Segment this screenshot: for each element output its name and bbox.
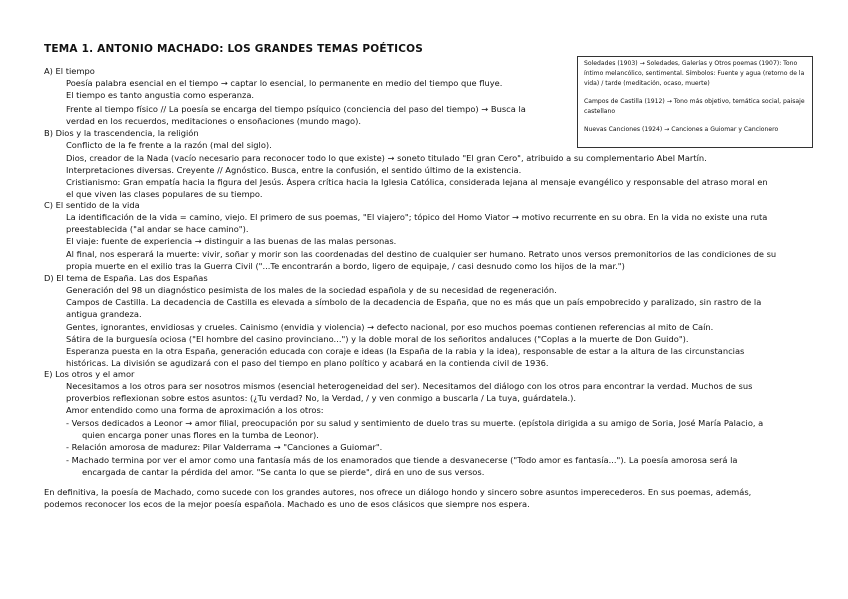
text-line: Generación del 98 un diagnóstico pesimista de los males de la sociedad española y de su necesidad de regeneración. (66, 285, 557, 295)
text-line: históricas. La división se agudizará con el paso del tiempo en plano político y acabará en la contienda civil de 1936. (66, 358, 549, 368)
text-line: Sátira de la burguesía ociosa ("El hombre del casino provinciano...") y la doble moral de los señoritos andaluces ("Coplas a la muerte de Don Guido"). (66, 334, 689, 344)
text-line: Amor entendido como una forma de aproximación a los otros: (66, 405, 324, 415)
text-line: Al final, nos esperará la muerte: vivir, soñar y morir son las coordenadas del destino de cualquier ser humano. Retrato unos versos premonitorios de las condiciones de su (66, 249, 777, 259)
text-line: proverbios reflexionan sobre estos asuntos: (¿Tu verdad? No, la Verdad, / y ven conmigo a buscarla / La tuya, guárdatela.). (66, 393, 577, 403)
box-item-campos-de-castilla: Campos de Castilla (1912) → Tono más objetivo, temática social, paisaje castellano (584, 98, 805, 115)
section-heading-b: B) Dios y la trascendencia, la religión (44, 128, 199, 138)
text-line: antigua grandeza. (66, 309, 142, 319)
list-item: - Versos dedicados a Leonor → amor filial, preocupación por su salud y sentimiento de duelo tras su muerte. (epístola dirigida a su amigo de Soria, José María Palacio, a (66, 418, 764, 428)
text-line: Necesitamos a los otros para ser nosotros mismos (esencial heterogeneidad del ser). Necesitamos del diálogo con los otros para encontrar la verdad. Muchos de sus (66, 381, 753, 391)
text-line: La identificación de la vida = camino, viejo. El primero de sus poemas, "El viajero"; tópico del Homo Viator → motivo recurrente en su obra. En la vida no existe una ruta (66, 212, 768, 222)
list-item: - Relación amorosa de madurez: Pilar Valderrama → "Canciones a Guiomar". (66, 442, 383, 452)
text-line: Interpretaciones diversas. Creyente // Agnóstico. Busca, entre la confusión, el sentido último de la existencia. (66, 165, 522, 175)
box-item-soledades: Soledades (1903) → Soledades, Galerías y Otros poemas (1907): Tono íntimo melancólico, sentimental. Símbolos: Fuente y agua (retorno de la vida) / tarde (meditación, ocaso, muerte) (584, 60, 805, 87)
section-heading-c: C) El sentido de la vida (44, 200, 140, 210)
section-heading-e: E) Los otros y el amor (44, 369, 135, 379)
section-heading-d: D) El tema de España. Las dos Españas (44, 273, 208, 283)
box-item-nuevas-canciones: Nuevas Canciones (1924) → Canciones a Guiomar y Cancionero (584, 126, 779, 133)
text-line: propia muerte en el exilio tras la Guerra Civil ("...Te encontrarán a bordo, ligero de equipaje, / casi desnudo como los hijos de la mar.") (66, 261, 625, 271)
text-line: Conflicto de la fe frente a la razón (mal del siglo). (66, 140, 272, 150)
text-line: preestablecida ("al andar se hace camino"). (66, 224, 249, 234)
text-line: Campos de Castilla. La decadencia de Castilla es elevada a símbolo de la decadencia de España, que no es más que un país empobrecido y paralizado, sin rastro de la (66, 297, 762, 307)
text-line: verdad en los recuerdos, meditaciones o ensoñaciones (mundo mago). (66, 116, 361, 126)
text-line: quien encarga poner unas flores en la tumba de Leonor). (82, 430, 319, 440)
text-line: El viaje: fuente de experiencia → distinguir a las buenas de las malas personas. (66, 236, 397, 246)
text-line: Esperanza puesta en la otra España, generación educada con coraje e ideas (la España de la rabia y la idea), responsable de estar a la altura de las circunstancias (66, 346, 745, 356)
conclusion-line: podemos reconocer los ecos de la mejor poesía española. Machado es uno de esos clásicos que siempre nos espera. (44, 499, 530, 509)
text-line: el que viven las clases populares de su tiempo. (66, 189, 263, 199)
text-line: Poesía palabra esencial en el tiempo → captar lo esencial, lo permanente en medio del tiempo que fluye. (66, 78, 503, 88)
text-line: Frente al tiempo físico // La poesía se encarga del tiempo psíquico (conciencia del paso del tiempo) → Busca la (66, 104, 526, 114)
text-line: Cristianismo: Gran empatía hacia la figura del Jesús. Áspera crítica hacia la Iglesia Católica, considerada lejana al mensaje evangélico y responsable del atraso moral en (66, 177, 768, 187)
text-line: Dios, creador de la Nada (vacío necesario para reconocer todo lo que existe) → soneto titulado "El gran Cero", atribuido a su complementario Abel Martín. (66, 153, 707, 163)
text-line: Gentes, ignorantes, envidiosas y crueles. Cainismo (envidia y violencia) → defecto nacional, por eso muchos poemas contienen referencias al mito de Caín. (66, 322, 714, 332)
page-title: TEMA 1. ANTONIO MACHADO: LOS GRANDES TEMAS POÉTICOS (44, 43, 424, 55)
text-line: encargada de cantar la pérdida del amor. "Se canta lo que se pierde", dirá en uno de sus versos. (82, 467, 485, 477)
text-line: El tiempo es tanto angustia como esperanza. (66, 90, 255, 100)
list-item: - Machado termina por ver el amor como una fantasía más de los enamorados que tiende a desvanecerse ("Todo amor es fantasía..."). La poesía amorosa será la (66, 455, 738, 465)
section-heading-a: A) El tiempo (44, 66, 95, 76)
conclusion-line: En definitiva, la poesía de Machado, como sucede con los grandes autores, nos ofrece un diálogo hondo y sincero sobre asuntos imperecederos. En sus poemas, además, (44, 487, 752, 497)
works-summary-box (577, 56, 813, 148)
